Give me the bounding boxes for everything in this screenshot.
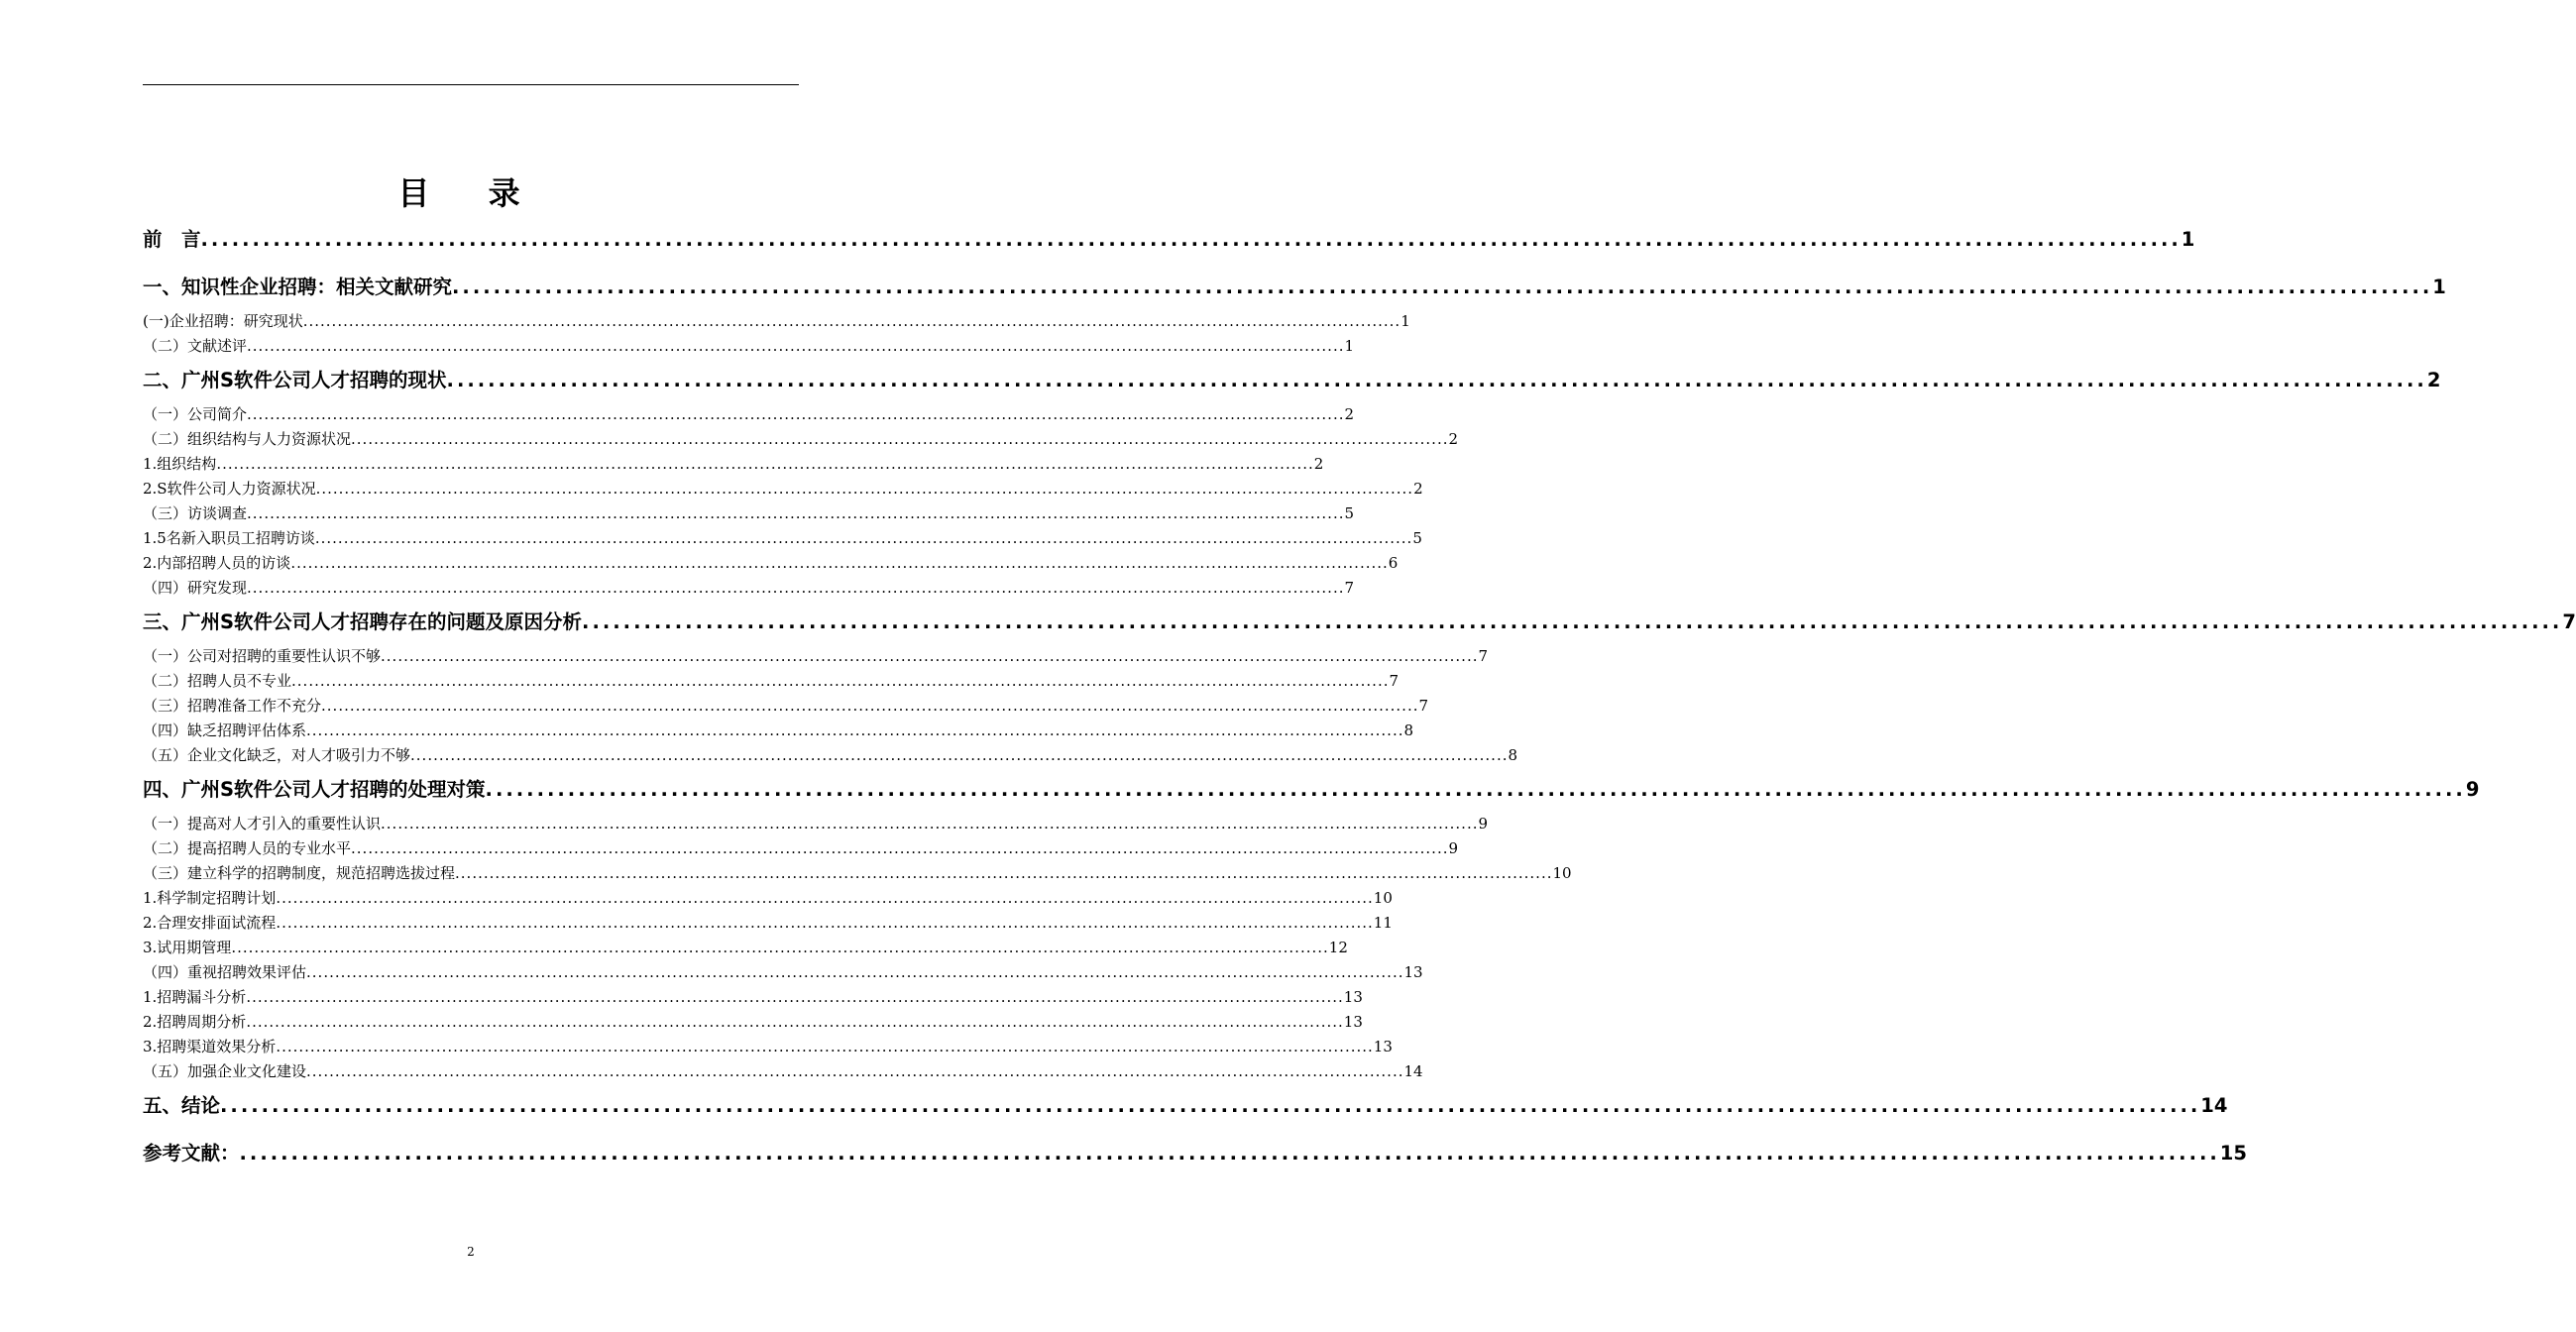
toc-chapter-entry[interactable] [143, 1138, 2247, 1169]
toc-entry-page-number: 7 [2562, 610, 2576, 633]
toc-leader-dots: ................................................................................................................................................................................................ [314, 529, 1413, 547]
toc-section-entry[interactable] [143, 936, 1348, 960]
toc-entry-page-number: 6 [1388, 554, 1399, 572]
toc-entry-label: （一）公司对招聘的重要性认识不够 [143, 647, 382, 665]
toc-entry-page-number: 1 [1400, 312, 1410, 330]
toc-leader-dots: ................................................................................................................................................................................................ [247, 579, 1345, 597]
toc-entry-label: （二）提高招聘人员的专业水平 [143, 839, 352, 857]
toc-section-entry[interactable] [143, 836, 1459, 861]
toc-entry-page-number: 2 [2426, 369, 2441, 391]
toc-entry-page-number: 7 [1344, 579, 1355, 597]
toc-section-entry[interactable] [143, 911, 1393, 936]
toc-title: 目 录 [397, 174, 544, 212]
toc-entry-label: 四、广州S软件公司人才招聘的处理对策 [143, 778, 486, 801]
toc-leader-dots: ................................................................................................................................................................................................ [247, 337, 1345, 355]
toc-chapter-entry[interactable] [143, 607, 2576, 638]
toc-leader-dots: ................................................................................................................................................................................................ [239, 1142, 2220, 1165]
toc-entry-label: （三）招聘准备工作不充分 [143, 697, 322, 715]
toc-entry-page-number: 2 [1413, 480, 1423, 498]
toc-entry-label: 一、知识性企业招聘：相关文献研究 [143, 276, 453, 298]
toc-section-entry[interactable] [143, 402, 1355, 427]
toc-entry-label: （二）组织结构与人力资源状况 [143, 430, 352, 448]
toc-entry-page-number: 1 [2181, 228, 2195, 251]
toc-entry-page-number: 2 [1448, 430, 1459, 448]
toc-section-entry[interactable] [143, 719, 1414, 743]
toc-leader-dots: ................................................................................................................................................................................................ [582, 610, 2563, 633]
toc-entry-label: （四）研究发现 [143, 579, 248, 597]
toc-leader-dots: ................................................................................................................................................................................................ [216, 455, 1314, 473]
toc-entry-page-number: 10 [1552, 864, 1572, 882]
toc-chapter-entry[interactable] [143, 365, 2441, 396]
toc-leader-dots: ................................................................................................................................................................................................ [247, 504, 1345, 522]
toc-section-entry[interactable] [143, 669, 1400, 694]
toc-entry-page-number: 5 [1344, 504, 1355, 522]
toc-leader-dots: ................................................................................................................................................................................................ [290, 554, 1389, 572]
toc-leader-dots: ................................................................................................................................................................................................ [452, 276, 2433, 298]
toc-section-entry[interactable] [143, 452, 1324, 477]
toc-entry-page-number: 9 [1478, 815, 1489, 832]
toc-chapter-entry[interactable] [143, 774, 2480, 806]
toc-entry-page-number: 7 [1478, 647, 1489, 665]
toc-section-entry[interactable] [143, 309, 1410, 334]
toc-entry-label: (一)企业招聘：研究现状 [143, 312, 303, 330]
toc-section-entry[interactable] [143, 886, 1393, 911]
toc-leader-dots: ................................................................................................................................................................................................ [247, 405, 1345, 423]
toc-entry-label: 1.招聘漏斗分析 [143, 988, 247, 1006]
toc-entry-label: 1.5名新入职员工招聘访谈 [143, 529, 315, 547]
toc-entry-label: （三）访谈调查 [143, 504, 248, 522]
toc-entry-page-number: 13 [1373, 1038, 1393, 1055]
toc-leader-dots: ................................................................................................................................................................................................ [276, 914, 1374, 932]
toc-chapter-entry[interactable] [143, 224, 2195, 256]
toc-section-entry[interactable] [143, 694, 1429, 719]
toc-entry-page-number: 13 [1343, 1013, 1363, 1031]
toc-entry-label: 2.S软件公司人力资源状况 [143, 480, 316, 498]
toc-entry-page-number: 14 [2200, 1094, 2228, 1117]
toc-section-entry[interactable] [143, 644, 1489, 669]
toc-leader-dots: ................................................................................................................................................................................................ [306, 963, 1404, 981]
toc-entry-page-number: 13 [1343, 988, 1363, 1006]
toc-entry-page-number: 13 [1403, 963, 1423, 981]
toc-leader-dots: ................................................................................................................................................................................................ [306, 1062, 1404, 1080]
toc-section-entry[interactable] [143, 477, 1423, 501]
toc-chapter-entry[interactable] [143, 1090, 2228, 1122]
toc-leader-dots: ................................................................................................................................................................................................ [351, 839, 1449, 857]
toc-entry-page-number: 9 [1448, 839, 1459, 857]
footer-page-number: 2 [467, 1245, 475, 1259]
header-rule [143, 84, 799, 85]
toc-leader-dots: ................................................................................................................................................................................................ [246, 1013, 1344, 1031]
toc-leader-dots: ................................................................................................................................................................................................ [276, 1038, 1374, 1055]
toc-entry-page-number: 8 [1508, 746, 1518, 764]
toc-section-entry[interactable] [143, 861, 1572, 886]
toc-entry-label: 五、结论 [143, 1094, 221, 1117]
toc-entry-page-number: 1 [2432, 276, 2446, 298]
toc-leader-dots: ................................................................................................................................................................................................ [455, 864, 1553, 882]
toc-entry-label: 2.合理安排面试流程 [143, 914, 277, 932]
toc-entry-page-number: 1 [1344, 337, 1355, 355]
toc-entry-label: 3.试用期管理 [143, 939, 232, 956]
toc-entry-label: 2.招聘周期分析 [143, 1013, 247, 1031]
toc-section-entry[interactable] [143, 1059, 1423, 1084]
toc-leader-dots: ................................................................................................................................................................................................ [306, 722, 1404, 739]
toc-leader-dots: ................................................................................................................................................................................................ [315, 480, 1414, 498]
toc-entry-label: （一）公司简介 [143, 405, 248, 423]
toc-leader-dots: ................................................................................................................................................................................................ [321, 697, 1419, 715]
toc-entry-label: （二）文献述评 [143, 337, 248, 355]
toc-entry-label: （三）建立科学的招聘制度，规范招聘选拔过程 [143, 864, 456, 882]
toc-entry-label: （一）提高对人才引入的重要性认识 [143, 815, 382, 832]
toc-leader-dots: ................................................................................................................................................................................................ [410, 746, 1509, 764]
toc-entry-label: 2.内部招聘人员的访谈 [143, 554, 291, 572]
toc-entry-page-number: 9 [2465, 778, 2480, 801]
toc-section-entry[interactable] [143, 985, 1363, 1010]
toc-entry-label: 前 言 [143, 228, 201, 251]
toc-section-entry[interactable] [143, 501, 1355, 526]
toc-entry-page-number: 5 [1412, 529, 1422, 547]
toc-leader-dots: ................................................................................................................................................................................................ [381, 647, 1479, 665]
toc-entry-label: （四）缺乏招聘评估体系 [143, 722, 307, 739]
toc-entry-page-number: 14 [1403, 1062, 1423, 1080]
toc-entry-label: （五）加强企业文化建设 [143, 1062, 307, 1080]
toc-entry-label: 3.招聘渠道效果分析 [143, 1038, 277, 1055]
toc-leader-dots: ................................................................................................................................................................................................ [446, 369, 2427, 391]
toc-entry-page-number: 7 [1418, 697, 1429, 715]
toc-leader-dots: ................................................................................................................................................................................................ [381, 815, 1479, 832]
toc-entry-page-number: 2 [1344, 405, 1355, 423]
toc-leader-dots: ................................................................................................................................................................................................ [231, 939, 1329, 956]
toc-section-entry[interactable] [143, 427, 1459, 452]
toc-entry-label: 二、广州S软件公司人才招聘的现状 [143, 369, 447, 391]
toc-section-entry[interactable] [143, 960, 1423, 985]
toc-entry-page-number: 2 [1313, 455, 1324, 473]
toc-leader-dots: ................................................................................................................................................................................................ [351, 430, 1449, 448]
toc-section-entry[interactable] [143, 551, 1399, 576]
toc-section-entry[interactable] [143, 576, 1355, 601]
toc-section-entry[interactable] [143, 1010, 1363, 1035]
toc-leader-dots: ................................................................................................................................................................................................ [246, 988, 1344, 1006]
toc-entry-page-number: 15 [2219, 1142, 2247, 1165]
toc-entry-page-number: 11 [1373, 914, 1393, 932]
toc-chapter-entry[interactable] [143, 272, 2446, 303]
toc-entry-label: （四）重视招聘效果评估 [143, 963, 307, 981]
toc-leader-dots: ................................................................................................................................................................................................ [302, 312, 1401, 330]
toc-entry-label: 参考文献： [143, 1142, 240, 1165]
toc-section-entry[interactable] [143, 526, 1422, 551]
toc-leader-dots: ................................................................................................................................................................................................ [220, 1094, 2201, 1117]
toc-entry-page-number: 10 [1373, 889, 1393, 907]
toc-entry-label: （二）招聘人员不专业 [143, 672, 292, 690]
toc-leader-dots: ................................................................................................................................................................................................ [276, 889, 1374, 907]
toc-section-entry[interactable] [143, 812, 1489, 836]
toc-entry-label: 1.科学制定招聘计划 [143, 889, 277, 907]
toc-section-entry[interactable] [143, 743, 1518, 768]
toc-leader-dots: ................................................................................................................................................................................................ [291, 672, 1390, 690]
toc-entry-page-number: 7 [1389, 672, 1400, 690]
toc-section-entry[interactable] [143, 334, 1355, 359]
toc-entry-label: 1.组织结构 [143, 455, 217, 473]
toc-entry-label: 三、广州S软件公司人才招聘存在的问题及原因分析 [143, 610, 583, 633]
table-of-contents [143, 224, 2576, 1169]
toc-entry-page-number: 8 [1403, 722, 1414, 739]
toc-leader-dots: ................................................................................................................................................................................................ [200, 228, 2182, 251]
toc-section-entry[interactable] [143, 1035, 1393, 1059]
toc-entry-label: （五）企业文化缺乏，对人才吸引力不够 [143, 746, 411, 764]
toc-leader-dots: ................................................................................................................................................................................................ [485, 778, 2466, 801]
toc-entry-page-number: 12 [1328, 939, 1348, 956]
